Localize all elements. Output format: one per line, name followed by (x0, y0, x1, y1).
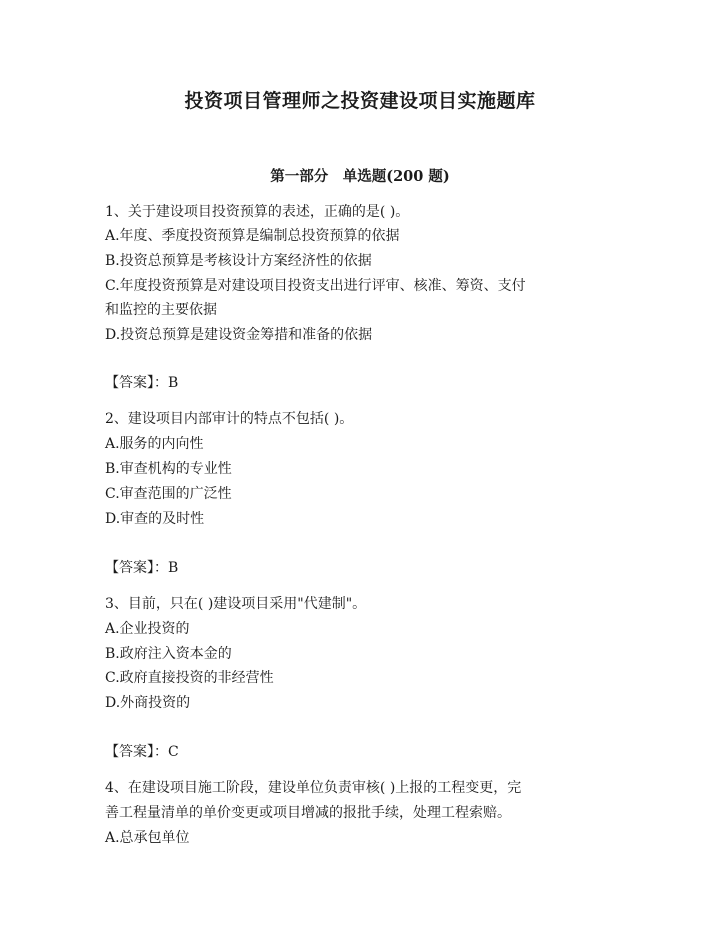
option-b: B.审查机构的专业性 (105, 461, 232, 477)
option-d: D.审查的及时性 (105, 511, 205, 527)
option-d: D.外商投资的 (105, 695, 191, 711)
answer-label: 【答案】：C (105, 744, 179, 760)
option-c: C.政府直接投资的非经营性 (105, 670, 274, 686)
option-a: A.企业投资的 (105, 621, 190, 637)
question-stem: 1、关于建设项目投资预算的表述，正确的是( )。 (105, 204, 410, 220)
option-c-continuation: 和监控的主要依据 (105, 302, 217, 318)
question-stem: 4、在建设项目施工阶段，建设单位负责审核( )上报的工程变更，完 (105, 780, 522, 796)
option-a: A.年度、季度投资预算是编制总投资预算的依据 (105, 228, 400, 244)
question-stem-continuation: 善工程量清单的单价变更或项目增减的报批手续，处理工程索赔。 (105, 805, 511, 821)
option-c: C.审查范围的广泛性 (105, 486, 232, 502)
question-stem: 2、建设项目内部审计的特点不包括( )。 (105, 411, 354, 427)
option-a: A.总承包单位 (105, 830, 190, 846)
answer-label: 【答案】：B (105, 560, 179, 576)
option-d: D.投资总预算是建设资金筹措和准备的依据 (105, 327, 373, 343)
option-c: C.年度投资预算是对建设项目投资支出进行评审、核准、筹资、支付 (105, 278, 526, 294)
question-stem: 3、目前，只在( )建设项目采用"代建制"。 (105, 596, 367, 612)
option-b: B.政府注入资本金的 (105, 646, 232, 662)
section-title: 第一部分 单选题(200 题) (270, 168, 450, 185)
option-a: A.服务的内向性 (105, 436, 204, 452)
answer-label: 【答案】：B (105, 375, 179, 391)
document-title: 投资项目管理师之投资建设项目实施题库 (184, 90, 536, 112)
option-b: B.投资总预算是考核设计方案经济性的依据 (105, 253, 372, 269)
